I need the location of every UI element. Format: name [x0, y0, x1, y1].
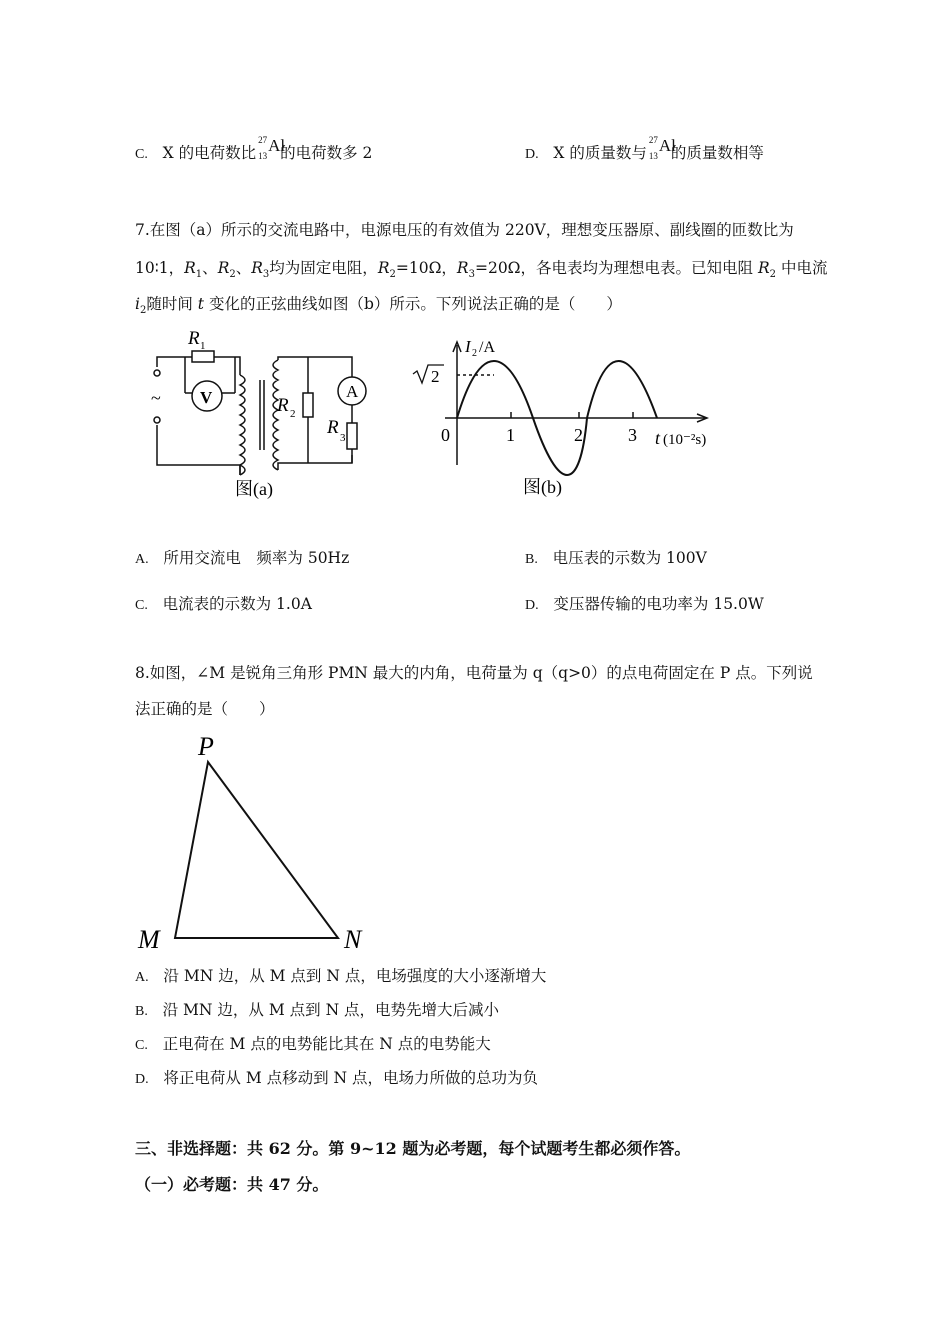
tick-label: 0: [441, 425, 450, 445]
isotope-al: 27 13 Al: [648, 135, 676, 161]
q6-option-d: D. X 的质量数与 27 13 Al 的质量数相等: [525, 135, 764, 162]
q7-option-b: B. 电压表的示数为 100V: [525, 549, 707, 567]
point-n-label: N: [344, 925, 362, 954]
y-peak-label: 2: [431, 367, 440, 386]
q7-stem-line2: 10∶1，$R_1$、$R_2$、$R_3$均为固定电阻，$R_2=10\Omega$，$R_3=20\Omega$，各电表均为理想电表。已知电阻 $R_2$ 中电流: [135, 259, 828, 281]
q7-stem-line3: $i_2$随时间 t 变化的正弦曲线如图（b）所示。下列说法正确的是（ ）: [135, 295, 622, 317]
q7-option-a: A. 所用交流电 频率为 50Hz: [135, 549, 350, 567]
figure-b-sine-plot: [405, 330, 735, 510]
q7-stem-line1: 7.在图（a）所示的交流电路中，电源电压的有效值为 220V，理想变压器原、副线圈的匝数比为: [135, 221, 794, 239]
label-r1: R: [188, 328, 200, 349]
svg-text:1: 1: [200, 340, 206, 352]
q8-option-d: D. 将正电荷从 M 点移动到 N 点，电场力所做的总功为负: [135, 1069, 539, 1087]
svg-text:3: 3: [340, 432, 346, 444]
tick-label: 3: [628, 425, 637, 445]
figure-a-circuit: [140, 325, 390, 510]
label-r3: R: [327, 417, 339, 438]
tick-label: 2: [574, 425, 583, 445]
resistor-r2: [303, 393, 313, 417]
caption-a: 图(a): [235, 479, 273, 499]
point-p-label: P: [198, 732, 214, 761]
svg-text:2: 2: [472, 348, 477, 359]
svg-text:/A: /A: [479, 339, 495, 356]
isotope-al: 27 13 Al: [258, 135, 286, 161]
q8-option-c: C. 正电荷在 M 点的电势能比其在 N 点的电势能大: [135, 1035, 491, 1053]
primary-coil: [240, 375, 245, 475]
label-r2: R: [277, 395, 289, 416]
caption-b: 图(b): [523, 477, 562, 497]
section-3-title: 三、非选择题：共 62 分。第 9~12 题为必考题，每个试题考生都必须作答。: [135, 1139, 691, 1158]
ammeter-label: A: [346, 382, 359, 401]
q8-option-b: B. 沿 MN 边，从 M 点到 N 点，电势先增大后减小: [135, 1001, 500, 1019]
triangle-pmn-figure: [130, 728, 380, 958]
q8-stem-line1: 8.如图，∠M 是锐角三角形 PMN 最大的内角，电荷量为 q（q>0）的点电荷固定在 P 点。下列说: [135, 664, 813, 682]
q7-option-d: D. 变压器传输的电功率为 15.0W: [525, 595, 764, 613]
q7-option-c: C. 电流表的示数为 1.0A: [135, 595, 312, 613]
resistor-r1: [192, 351, 214, 362]
tick-label: 1: [506, 425, 515, 445]
q8-stem-line2: 法正确的是（ ）: [135, 700, 275, 718]
x-axis-label: t: [655, 428, 661, 448]
resistor-r3: [347, 423, 357, 449]
point-m-label: M: [138, 925, 160, 954]
voltmeter-label: V: [200, 388, 213, 407]
q8-option-a: A. 沿 MN 边，从 M 点到 N 点，电场强度的大小逐渐增大: [135, 967, 547, 985]
section-3-subtitle: （一）必考题：共 47 分。: [135, 1175, 329, 1194]
ac-source-symbol: ~: [151, 388, 161, 408]
x-axis-unit: (10⁻²s): [663, 432, 707, 448]
svg-text:2: 2: [290, 408, 296, 420]
y-axis-label: I: [465, 337, 471, 356]
triangle-pmn: [175, 762, 338, 938]
q6-option-c: C. X 的电荷数比 27 13 Al 的电荷数多 2: [135, 135, 373, 162]
